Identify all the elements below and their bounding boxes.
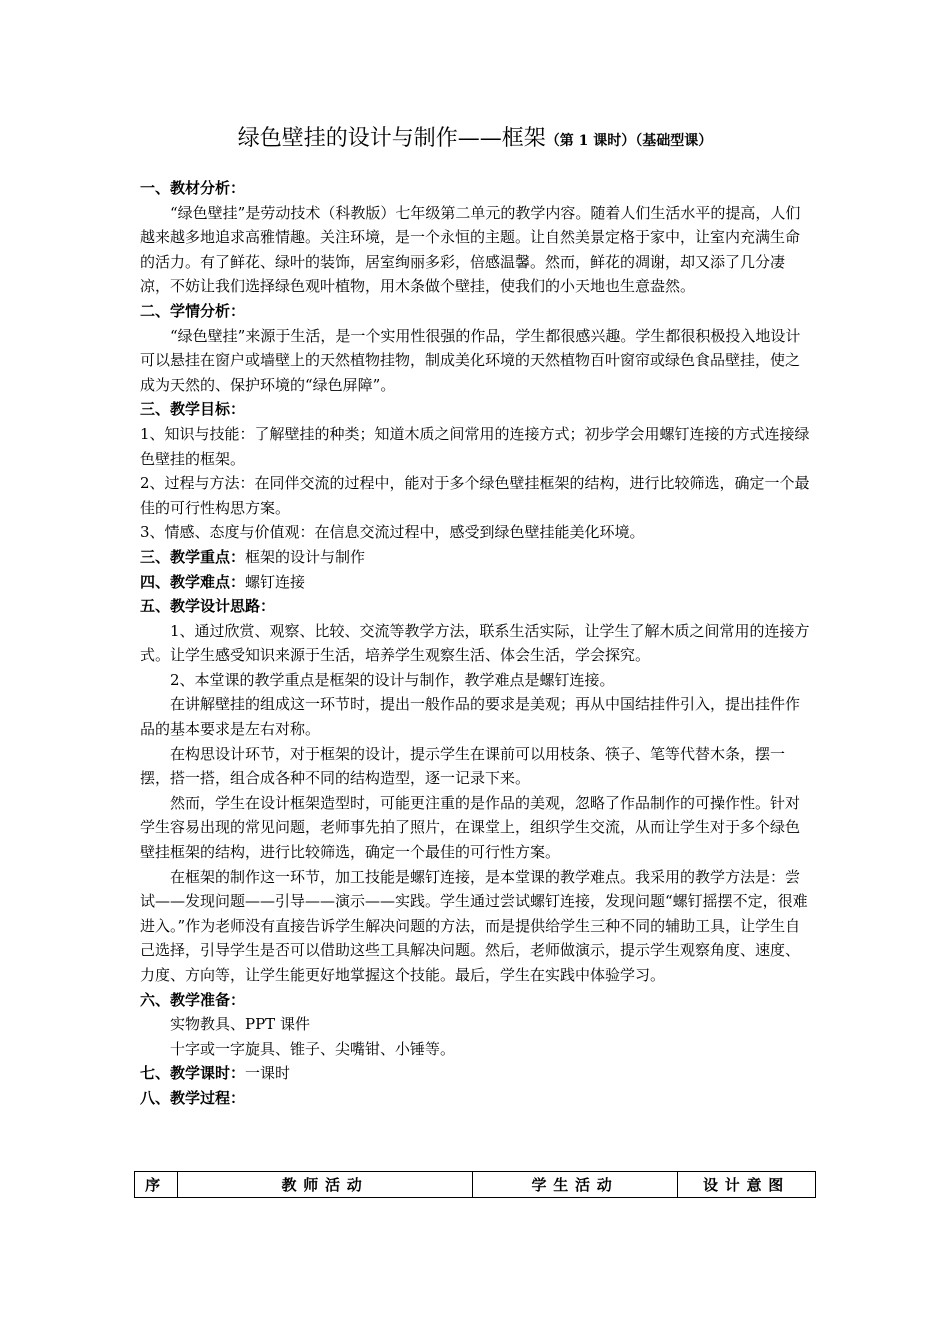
section-heading-difficulty: 四、教学难点：: [140, 572, 246, 591]
title-main: 绿色壁挂的设计与制作——框架: [237, 126, 546, 151]
col-header-index: 序: [135, 1172, 178, 1198]
document-title: [0, 124, 950, 156]
material-paragraph: “绿色壁挂”是劳动技术（科教版）七年级第二单元的教学内容。随着人们生活水平的提高，人们越来越多地追求高雅情趣。关注环境，是一个永恒的主题。让自然美景定格于家中，让室内充满生命的活力。有了鲜花、绿叶的装饰，居室绚丽多彩，倍感温馨。然而，鲜花的凋谢，却又添了几分凄凉，不妨让我们选择绿色观叶植物，用木条做个壁挂，使我们的小天地也生意盎然。: [140, 203, 801, 296]
design-paragraph: 在讲解壁挂的组成这一环节时，提出一般作品的要求是美观；再从中国结挂件引入，提出挂件作品的基本要求是左右对称。: [140, 695, 801, 739]
design-paragraph: 2、本堂课的教学重点是框架的设计与制作，教学难点是螺钉连接。: [170, 670, 615, 689]
col-header-student: 学生活动: [473, 1172, 678, 1198]
section-heading-objectives: 三、教学目标：: [140, 400, 246, 419]
process-table: [134, 1171, 816, 1198]
objective-item: 3、情感、态度与价值观：在信息交流过程中，感受到绿色壁挂能美化环境。: [140, 523, 645, 542]
title-sub: （第 1 课时）（基础型课）: [545, 133, 713, 149]
class-hours-text: 一课时: [245, 1064, 291, 1083]
section-heading-material: 一、教材分析：: [140, 179, 246, 197]
section-heading-design: 五、教学设计思路：: [140, 597, 276, 616]
students-paragraph: “绿色壁挂”来源于生活，是一个实用性很强的作品，学生都很感兴趣。学生都很积极投入地设计可以悬挂在窗户或墙壁上的天然植物挂物，制成美化环境的天然植物百叶窗帘或绿色食品壁挂，使之成为天然的、保护环境的“绿色屏障”。: [140, 326, 801, 394]
preparation-line: 十字或一字旋具、锥子、尖嘴钳、小锤等。: [170, 1039, 456, 1058]
design-paragraph: 1、通过欣赏、观察、比较、交流等教学方法，联系生活实际，让学生了解木质之间常用的连接方式。让学生感受知识来源于生活，培养学生观察生活、体会生活，学会探究。: [140, 621, 810, 665]
col-header-intent: 设计意图: [678, 1172, 816, 1198]
section-heading-students: 二、学情分析：: [140, 301, 246, 320]
section-heading-class-hours: 七、教学课时：: [140, 1064, 246, 1083]
key-point-line: [140, 545, 812, 570]
key-point-text: 框架的设计与制作: [245, 547, 366, 566]
objective-item: 1、知识与技能：了解壁挂的种类；知道木质之间常用的连接方式；初步学会用螺钉连接的方式连接绿色壁挂的框架。: [140, 424, 810, 468]
class-hours-line: [140, 1061, 812, 1086]
document-body: [140, 176, 812, 1111]
preparation-line: 实物教具、PPT 课件: [170, 1015, 310, 1034]
table-header-row: [135, 1172, 816, 1198]
section-heading-process: 八、教学过程：: [140, 1088, 246, 1107]
section-heading-key-point: 三、教学重点：: [140, 547, 246, 566]
col-header-teacher: 教师活动: [178, 1172, 473, 1198]
difficulty-text: 螺钉连接: [245, 572, 306, 591]
design-paragraph: 然而，学生在设计框架造型时，可能更注重的是作品的美观，忽略了作品制作的可操作性。针对学生容易出现的常见问题，老师事先拍了照片，在课堂上，组织学生交流，从而让学生对于多个绿色壁挂框架的结构，进行比较筛选，确定一个最佳的可行性方案。: [140, 793, 801, 862]
design-paragraph: 在框架的制作这一环节，加工技能是螺钉连接，是本堂课的教学难点。我采用的教学方法是：尝试——发现问题——引导——演示——实践。学生通过尝试螺钉连接，发现问题“螺钉摇摆不定，很难进入。”作为老师没有直接告诉学生解决问题的方法，而是提供给学生三种不同的辅助工具，让学生自己选择，引导学生是否可以借助这些工具解决问题。然后，老师做演示，提示学生观察角度、速度、力度、方向等，让学生能更好地掌握这个技能。最后，学生在实践中体验学习。: [140, 867, 808, 984]
difficulty-line: [140, 570, 812, 595]
section-heading-preparation: 六、教学准备：: [140, 990, 246, 1009]
design-paragraph: 在构思设计环节，对于框架的设计，提示学生在课前可以用枝条、筷子、笔等代替木条，摆一摆，搭一搭，组合成各种不同的结构造型，逐一记录下来。: [140, 744, 786, 788]
objective-item: 2、过程与方法：在同伴交流的过程中，能对于多个绿色壁挂框架的结构，进行比较筛选，确定一个最佳的可行性构思方案。: [140, 474, 810, 517]
